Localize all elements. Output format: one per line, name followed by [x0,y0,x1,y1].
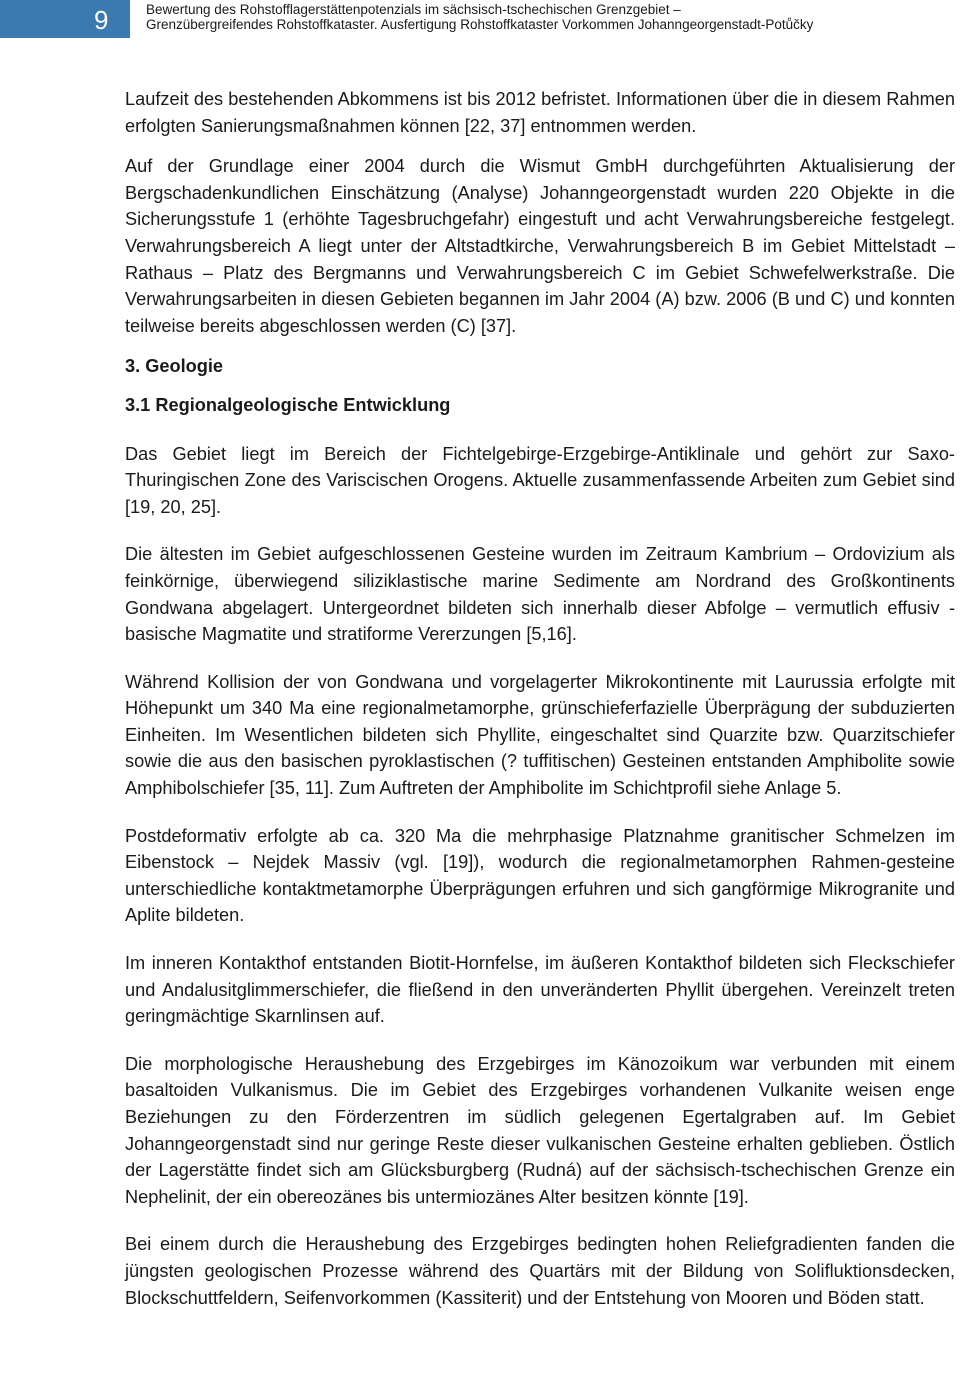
paragraph-antiklinale: Das Gebiet liegt im Bereich der Fichtelgebirge-Erzgebirge-Antiklinale und gehört zur Saxo-Thuringischen Zone des Variscischen Orogens. Aktuelle zusammenfassende Arbeiten zum Gebiet sind [19, 20, 25]. [125,443,955,517]
subsection-heading-regional: 3.1 Regionalgeologische Entwicklung [125,394,451,415]
paragraph-oldest-rocks: Die ältesten im Gebiet aufgeschlossenen Gesteine wurden im Zeitraum Kambrium – Ordovizium als feinkörnige, überwiegend siliziklastische marine Sedimente am Nordrand des Großkontinents Gondwana abgelagert. Untergeordnet bildeten sich innerhalb dieser Abfolge – vermutlich effusiv - basische Magmatite und stratiforme Vererzungen [5,16]. [125,544,955,645]
running-header-line-2: Grenzübergreifendes Rohstoffkataster. Ausfertigung Rohstoffkataster Vorkommen Johanngeorgenstadt-Potůčky [146,17,814,32]
page-header [0,0,960,38]
paragraph-collision: Während Kollision der von Gondwana und vorgelagerter Mikrokontinente mit Laurussia erfolgte mit Höhepunkt um 340 Ma eine regionalmetamorphe, grünschieferfazielle Überprägung der subduzierten Einheiten. Im Wesentlichen bildeten sich Phyllite, eingeschaltet sind Quarzite bzw. Quarzitschiefer sowie die aus den basischen pyroklastischen (? tuffitischen) Gesteinen entstanden Amphibolite sowie Amphibolschiefer [35, 11]. Zum Auftreten der Amphibolite im Schichtprofil siehe Anlage 5. [125,671,955,799]
paragraph-wismut-update: Auf der Grundlage einer 2004 durch die Wismut GmbH durchgeführten Aktualisierung der Bergschadenkundlichen Einschätzung (Analyse) Johanngeorgenstadt wurden 220 Objekte in die Sicherungsstufe 1 (erhöhte Tagesbruchgefahr) eingestuft und acht Verwahrungsbereiche festgelegt. Verwahrungsbereich A liegt unter der Altstadtkirche, Verwahrungsbereich B im Gebiet Mittelstadt – Rathaus – Platz des Bergmanns und Verwahrungsbereich C im Gebiet Schwefelwerkstraße. Die Verwahrungsarbeiten in diesen Gebieten begannen im Jahr 2004 (A) bzw. 2006 (B und C) und konnten teilweise bereits abgeschlossen werden (C) [37]. [125,156,955,336]
paragraph-quaternary: Bei einem durch die Heraushebung des Erzgebirges bedingten hohen Reliefgradienten fanden die jüngsten geologischen Prozesse während des Quartärs mit der Bildung von Solifluktionsdecken, Blockschuttfeldern, Seifenvorkommen (Kassiterit) und der Entstehung von Mooren und Böden statt. [125,1234,955,1308]
page-number: 9 [94,5,109,35]
document-body [125,86,955,1332]
section-heading-geologie: 3. Geologie [125,356,224,377]
page-number-box [0,0,130,38]
paragraph-volcanism: Die morphologische Heraushebung des Erzgebirges im Känozoikum war verbunden mit einem basaltoiden Vulkanismus. Die im Gebiet des Erzgebirges vorhandenen Vulkanite weisen enge Beziehungen zu den Förderzentren im südlich gelegenen Egertalgraben auf. Im Gebiet Johanngeorgenstadt sind nur geringe Reste dieser vulkanischen Gesteine erhalten geblieben. Östlich der Lagerstätte findet sich am Glücksburgberg (Rudná) auf der sächsisch-tschechischen Grenze ein Nephelinit, der ein obereozänes bis untermiozänes Alter besitzen könnte [19]. [125,1053,955,1207]
running-header-line-1: Bewertung des Rohstofflagerstättenpotenzials im sächsisch-tschechischen Grenzgebiet – [146,2,681,17]
paragraph-contact-aureole: Im inneren Kontakthof entstanden Biotit-Hornfelse, im äußeren Kontakthof bildeten sich Fleckschiefer und Andalusitglimmerschiefer, die fließend in den unveränderten Phyllit übergehen. Vereinzelt treten geringmächtige Skarnlinsen auf. [125,953,955,1027]
paragraph-agreement: Laufzeit des bestehenden Abkommens ist bis 2012 befristet. Informationen über die in diesem Rahmen erfolgten Sanierungsmaßnahmen können [22, 37] entnommen werden. [125,89,955,136]
running-header [146,2,946,32]
paragraph-granites: Postdeformativ erfolgte ab ca. 320 Ma die mehrphasige Platznahme granitischer Schmelzen im Eibenstock – Nejdek Massiv (vgl. [19]), wodurch die regionalmetamorphen Rahmen-gesteine unterschiedliche kontaktmetamorphe Überprägungen erfuhren und sich gangförmige Mikrogranite und Aplite bildeten. [125,825,955,926]
